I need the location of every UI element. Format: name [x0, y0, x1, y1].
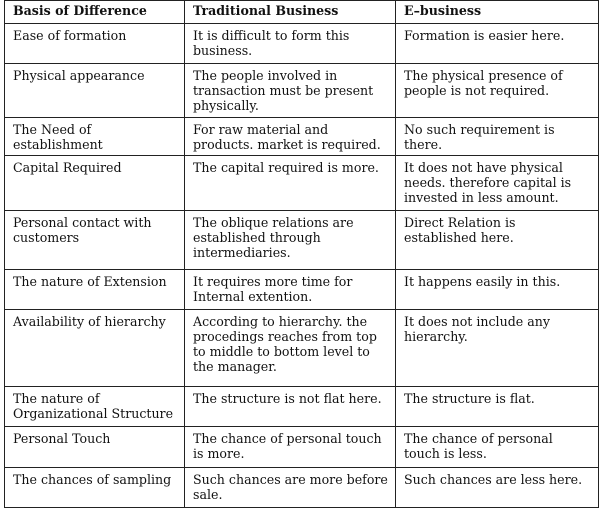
- basis-cell: Personal contact with customers: [5, 211, 185, 270]
- basis-cell: Availability of hierarchy: [5, 310, 185, 387]
- table-row: [5, 24, 599, 64]
- table-row: [5, 64, 599, 117]
- table-row: [5, 117, 599, 155]
- table-row: [5, 269, 599, 309]
- table-row: [5, 211, 599, 270]
- basis-cell: The nature of Organizational Structure: [5, 386, 185, 426]
- basis-cell: The nature of Extension: [5, 269, 185, 309]
- comparison-table: [4, 0, 599, 508]
- ebusiness-cell: It does not include any hierarchy.: [396, 310, 599, 387]
- basis-cell: Personal Touch: [5, 427, 185, 467]
- traditional-cell: According to hierarchy. the procedings reaches from top to middle to bottom level to the manager.: [185, 310, 396, 387]
- traditional-cell: Such chances are more before sale.: [185, 467, 396, 507]
- header-basis: Basis of Difference: [5, 1, 185, 24]
- ebusiness-cell: No such requirement is there.: [396, 117, 599, 155]
- table-row: [5, 155, 599, 210]
- ebusiness-cell: The chance of personal touch is less.: [396, 427, 599, 467]
- ebusiness-cell: The physical presence of people is not required.: [396, 64, 599, 117]
- ebusiness-cell: It does not have physical needs. therefore capital is invested in less amount.: [396, 155, 599, 210]
- header-row: [5, 1, 599, 24]
- ebusiness-cell: Formation is easier here.: [396, 24, 599, 64]
- header-traditional: Traditional Business: [185, 1, 396, 24]
- header-ebusiness: E–business: [396, 1, 599, 24]
- ebusiness-cell: It happens easily in this.: [396, 269, 599, 309]
- traditional-cell: The oblique relations are established through intermediaries.: [185, 211, 396, 270]
- traditional-cell: It requires more time for Internal extention.: [185, 269, 396, 309]
- table-row: [5, 310, 599, 387]
- table-row: [5, 386, 599, 426]
- table-row: [5, 467, 599, 507]
- basis-cell: Physical appearance: [5, 64, 185, 117]
- basis-cell: The Need of establishment: [5, 117, 185, 155]
- ebusiness-cell: Such chances are less here.: [396, 467, 599, 507]
- basis-cell: Capital Required: [5, 155, 185, 210]
- basis-cell: The chances of sampling: [5, 467, 185, 507]
- traditional-cell: The capital required is more.: [185, 155, 396, 210]
- ebusiness-cell: Direct Relation is established here.: [396, 211, 599, 270]
- ebusiness-cell: The structure is flat.: [396, 386, 599, 426]
- table-row: [5, 427, 599, 467]
- traditional-cell: It is difficult to form this business.: [185, 24, 396, 64]
- traditional-cell: The structure is not flat here.: [185, 386, 396, 426]
- traditional-cell: For raw material and products. market is required.: [185, 117, 396, 155]
- traditional-cell: The chance of personal touch is more.: [185, 427, 396, 467]
- traditional-cell: The people involved in transaction must be present physically.: [185, 64, 396, 117]
- basis-cell: Ease of formation: [5, 24, 185, 64]
